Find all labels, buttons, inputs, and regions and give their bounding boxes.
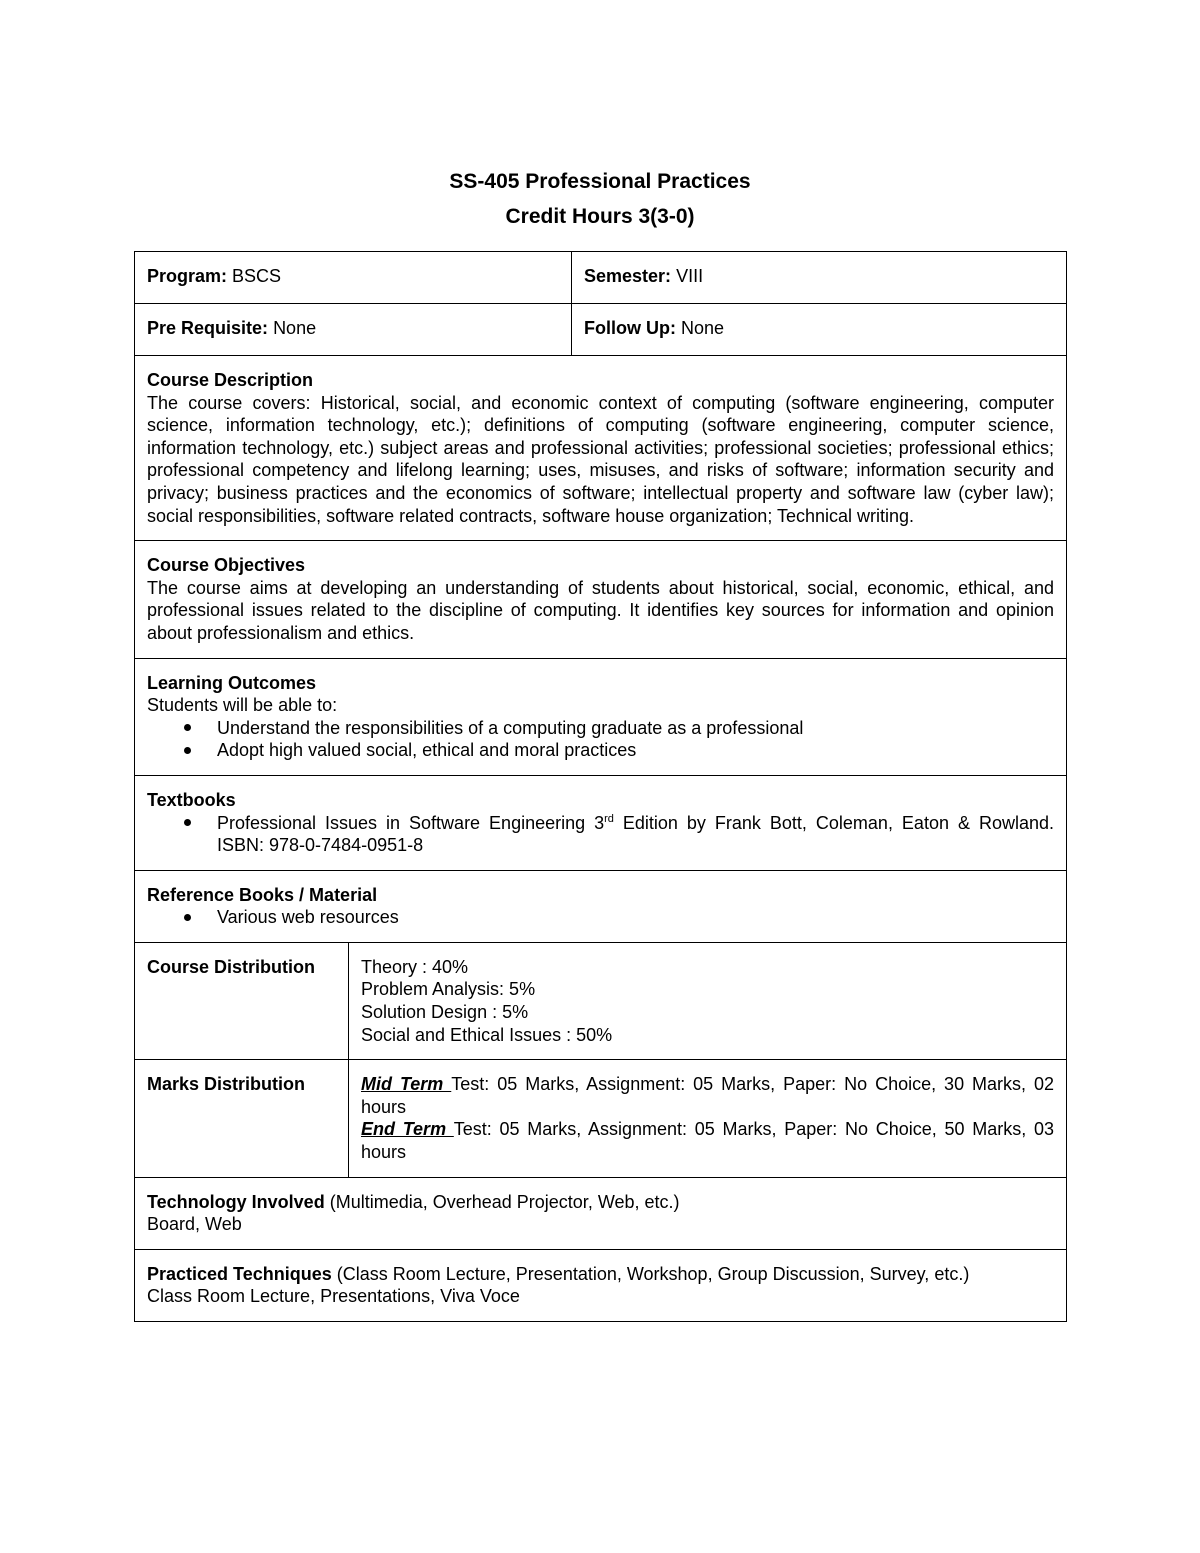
semester-label: Semester: (584, 266, 672, 286)
credit-hours: Credit Hours 3(3-0) (505, 205, 695, 228)
list-item (147, 717, 1054, 740)
marks-distribution-label: Marks Distribution (135, 1060, 349, 1177)
distribution-line: Solution Design : 5% (361, 1002, 529, 1023)
prerequisite-cell (135, 304, 572, 356)
prerequisite-label: Pre Requisite: (147, 318, 269, 338)
outcome-text: Adopt high valued social, ethical and moral practices (217, 740, 637, 761)
course-distribution-values (349, 942, 1067, 1059)
course-description-cell (135, 356, 1067, 541)
follow-up-value: None (681, 318, 725, 338)
program-label: Program: (147, 266, 228, 286)
course-objectives-cell (135, 541, 1067, 658)
technology-heading (147, 1191, 1054, 1214)
mid-term-text: Test: 05 Marks, Assignment: 05 Marks, Paper: No Choice, 30 Marks, 02 hours (361, 1074, 1055, 1117)
reference-books-cell (135, 870, 1067, 942)
list-item (147, 739, 1054, 762)
course-objectives-row (135, 541, 1067, 658)
mid-term-label: Mid Term (361, 1074, 452, 1095)
semester-cell (572, 252, 1067, 304)
course-description-row (135, 356, 1067, 541)
learning-outcomes-cell (135, 658, 1067, 775)
list-item (147, 906, 1054, 929)
technology-label: Technology Involved (147, 1191, 325, 1212)
techniques-label: Practiced Techniques (147, 1263, 332, 1284)
textbook-details: Edition by Frank Bott, Coleman, Eaton & Rowland. ISBN: 978-0-7484-0951-8 (217, 812, 1054, 856)
course-description-text: The course covers: Historical, social, and economic context of computing (software engineering, computer science, information technology, etc.); definitions of computing (software engineering, computer science, information technology, etc.) subject areas and professional activities; professional societies; professional ethics; professional competency and lifelong learning; uses, misuses, and risks of software; information security and privacy; business practices and the economics of software; intellectual property and software law (cyber law); social responsibilities, software related contracts, software house organization; Technical writing. (147, 392, 1054, 526)
reference-books-heading: Reference Books / Material (147, 884, 378, 905)
mid-term-line (361, 1073, 1054, 1118)
learning-outcomes-list (147, 717, 1054, 762)
textbook-title: Professional Issues in Software Engineering 3 (217, 812, 605, 833)
textbooks-row (135, 775, 1067, 870)
reference-books-list (147, 906, 1054, 929)
course-distribution-row (135, 942, 1067, 1059)
reference-text: Various web resources (217, 907, 399, 928)
techniques-cell (135, 1249, 1067, 1321)
reference-books-row (135, 870, 1067, 942)
bullet-icon (184, 747, 191, 754)
marks-distribution-row (135, 1060, 1067, 1177)
end-term-line (361, 1118, 1054, 1163)
learning-outcomes-row (135, 658, 1067, 775)
follow-up-label: Follow Up: (584, 318, 676, 338)
course-objectives-heading: Course Objectives (147, 555, 306, 576)
end-term-text: Test: 05 Marks, Assignment: 05 Marks, Paper: No Choice, 50 Marks, 03 hours (361, 1119, 1054, 1163)
prerequisite-value: None (273, 318, 317, 338)
bullet-icon (184, 819, 191, 826)
distribution-line: Theory : 40% (361, 956, 469, 977)
outcome-text: Understand the responsibilities of a computing graduate as a professional (217, 717, 804, 738)
list-item (147, 812, 1054, 857)
technology-row (135, 1177, 1067, 1249)
distribution-line: Social and Ethical Issues : 50% (361, 1024, 613, 1045)
course-objectives-text: The course aims at developing an understanding of students about historical, social, economic, ethical, and professional issues related to the discipline of computing. It identifies key sources for information and opinion about professionalism and ethics. (147, 577, 1054, 643)
techniques-value: Class Room Lecture, Presentations, Viva Voce (147, 1286, 520, 1307)
program-cell (135, 252, 572, 304)
textbook-edition-superscript: rd (604, 812, 614, 825)
techniques-hint: (Class Room Lecture, Presentation, Workshop, Group Discussion, Survey, etc.) (331, 1263, 970, 1284)
learning-outcomes-intro: Students will be able to: (147, 695, 338, 716)
distribution-line: Problem Analysis: 5% (361, 979, 536, 1000)
course-distribution-label: Course Distribution (135, 942, 349, 1059)
technology-value: Board, Web (147, 1214, 242, 1235)
course-title: SS-405 Professional Practices (449, 170, 751, 193)
semester-value: VIII (676, 266, 704, 286)
follow-up-cell (572, 304, 1067, 356)
course-outline-table (134, 251, 1067, 1322)
textbooks-list (147, 812, 1054, 857)
prerequisite-row (135, 304, 1067, 356)
marks-distribution-values (349, 1060, 1067, 1177)
learning-outcomes-heading: Learning Outcomes (147, 672, 317, 693)
program-value: BSCS (232, 266, 282, 286)
techniques-row (135, 1249, 1067, 1321)
bullet-icon (184, 724, 191, 731)
technology-cell (135, 1177, 1067, 1249)
textbooks-cell (135, 775, 1067, 870)
course-description-heading: Course Description (147, 370, 314, 390)
bullet-icon (184, 914, 191, 921)
document-header (0, 164, 1200, 234)
techniques-heading (147, 1263, 1054, 1286)
program-row (135, 252, 1067, 304)
end-term-label: End Term (361, 1119, 454, 1140)
textbooks-heading: Textbooks (147, 789, 236, 810)
technology-hint: (Multimedia, Overhead Projector, Web, etc.) (324, 1191, 680, 1212)
